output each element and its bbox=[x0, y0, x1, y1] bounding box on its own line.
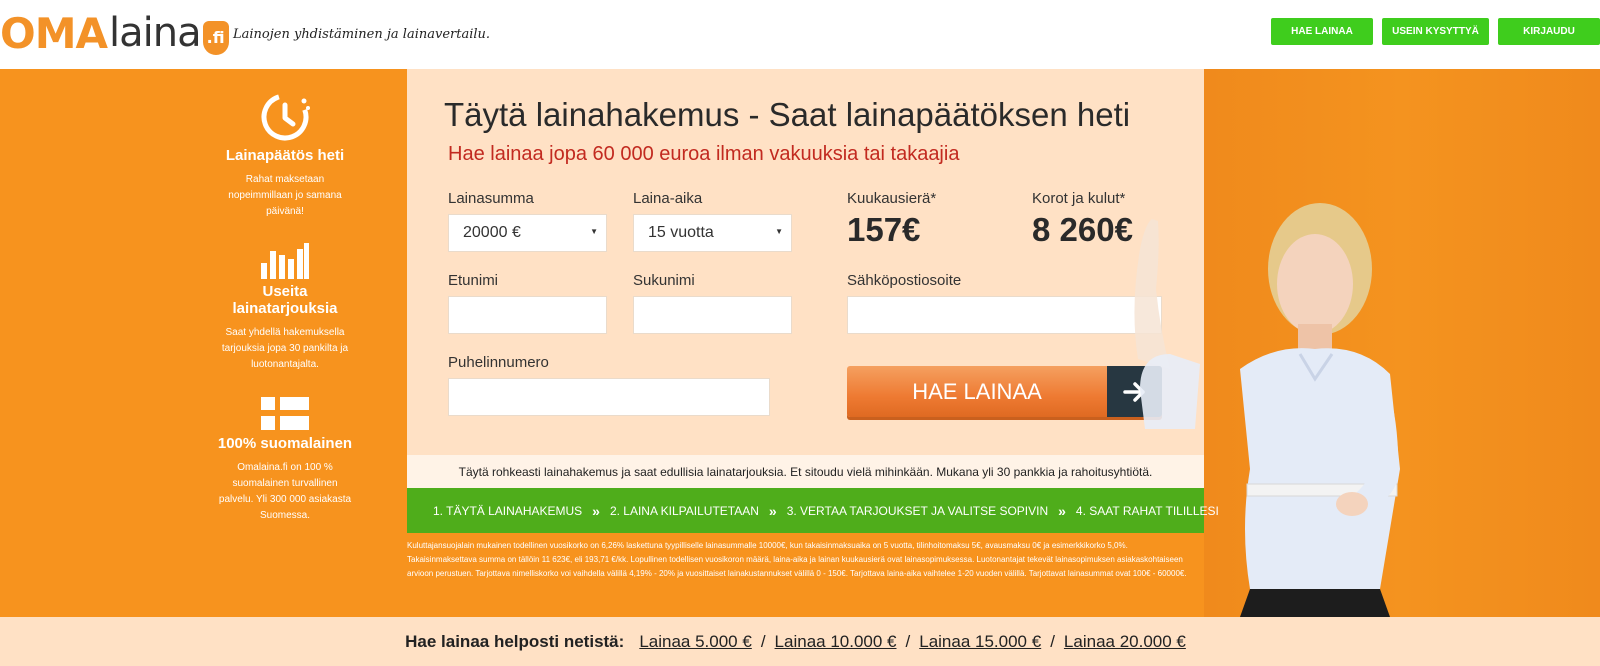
monthly-payment-value: 157€ bbox=[847, 211, 921, 248]
step-1: 1. TÄYTÄ LAINAHAKEMUS bbox=[433, 503, 583, 518]
link-separator: / bbox=[905, 631, 911, 651]
feature-text: Saat yhdellä hakemuksella tarjouksia jopa 30 pankilta ja luotonantajalta. bbox=[221, 327, 349, 370]
info-strip: Täytä rohkeasti lainahakemus ja saat edullisia lainatarjouksia. Et sitoudu vielä mihinkään. Mukana yli 30 pankkia ja rahoitusyhtiötä. bbox=[407, 455, 1204, 488]
step-4: 4. SAAT RAHAT TILILLESI bbox=[1075, 503, 1219, 518]
loan-application-form bbox=[407, 69, 1204, 455]
feature-text: Omalaina.fi on 100 % suomalainen turvallinen palvelu. Yli 300 000 asiakasta Suomessa. bbox=[218, 462, 352, 521]
omalaina-logo[interactable] bbox=[0, 8, 229, 58]
feature-title: 100% suomalainen bbox=[217, 435, 353, 452]
firstname-input[interactable] bbox=[448, 296, 607, 334]
feature-instant-decision bbox=[215, 91, 355, 220]
step-2: 2. LAINA KILPAILUTETAAN bbox=[609, 503, 759, 518]
form-subtitle: Hae lainaa jopa 60 000 euroa ilman vakuuksia tai takaajia bbox=[448, 143, 960, 165]
link-lainaa-20000[interactable]: Lainaa 20.000 € bbox=[1063, 631, 1186, 651]
loan-period-value: 15 vuotta bbox=[648, 224, 714, 241]
nav-faq-button[interactable]: USEIN KYSYTTYÄ bbox=[1382, 18, 1489, 45]
link-separator: / bbox=[1050, 631, 1055, 651]
legal-disclaimer: Kuluttajansuojalain mukainen todellinen vuosikorko on 6,26% laskettuna tyypilliselle lainasummalle 10000€, kun takaisinmaksuaika on 5 vuotta, tilinhoitomaksu 5€, avausmaksu 0€ ja esimerkkikorko 5,0%. Takaisinmaksettava summa on tällöin 11 623€, eli 193,71 €/kk. Lopullinen todellisen vuosikoron määrä, laina-aika ja lainan kuukausierä ovat lainasopimuksessa. Luotonantajat tekevät lainasopimuksen asiakaskohtaiseen arvioon perustuen. Tarjottava nimelliskorko voi vaihdella välillä 4,19% - 20% ja vuosittaiset lainakustannukset välillä 0 - 150€. Tarjottava laina-aika vaihtelee 1-20 vuoden välillä. Tarjottavat lainasummat ovat 100€ - 60000€. bbox=[407, 541, 1187, 578]
clock-icon bbox=[259, 91, 311, 143]
loan-period-select[interactable] bbox=[633, 214, 792, 252]
amount-label: Lainasumma bbox=[448, 190, 534, 207]
lastname-input[interactable] bbox=[633, 296, 792, 334]
finland-flag-icon bbox=[260, 397, 310, 431]
email-label: Sähköpostiosoite bbox=[847, 272, 962, 289]
top-nav bbox=[1271, 18, 1600, 45]
link-separator: / bbox=[760, 631, 766, 651]
footer-title: Hae lainaa helposti netistä: bbox=[405, 631, 625, 651]
chevron-down-icon: ▼ bbox=[775, 227, 783, 236]
step-3: 3. VERTAA TARJOUKSET JA VALITSE SOPIVIN bbox=[786, 503, 1049, 518]
step-separator: » bbox=[592, 502, 600, 519]
logo-fi-badge: .fi bbox=[203, 21, 229, 55]
step-separator: » bbox=[768, 502, 777, 519]
costs-label: Korot ja kulut* bbox=[1032, 190, 1126, 207]
form-title: Täytä lainahakemus - Saat lainapäätöksen heti bbox=[444, 96, 1131, 133]
process-steps bbox=[407, 488, 1219, 533]
tagline: Lainojen yhdistäminen ja lainavertailu. bbox=[233, 27, 491, 42]
link-lainaa-15000[interactable]: Lainaa 15.000 € bbox=[919, 631, 1042, 651]
site-header bbox=[0, 0, 1600, 69]
footer-links bbox=[0, 617, 1600, 666]
monthly-payment-label: Kuukausierä* bbox=[847, 190, 937, 207]
hero-section bbox=[0, 69, 1600, 617]
feature-finnish bbox=[215, 397, 355, 524]
bar-chart-icon bbox=[259, 241, 311, 279]
costs-value: 8 260€ bbox=[1032, 211, 1133, 248]
nav-hae-lainaa-button[interactable]: HAE LAINAA bbox=[1271, 18, 1373, 45]
phone-input[interactable] bbox=[448, 378, 770, 416]
logo-laina-text: laina bbox=[109, 10, 201, 56]
feature-multiple-offers bbox=[215, 241, 355, 373]
feature-title: Lainapäätös heti bbox=[225, 147, 345, 164]
period-label: Laina-aika bbox=[633, 190, 703, 207]
feature-title: Useita lainatarjouksia bbox=[232, 283, 338, 317]
firstname-label: Etunimi bbox=[448, 272, 499, 289]
woman-photo bbox=[1100, 139, 1440, 617]
chevron-down-icon: ▼ bbox=[590, 227, 598, 236]
loan-amount-select[interactable] bbox=[448, 214, 607, 252]
feature-text: Rahat maksetaan nopeimmillaan jo samana päivänä! bbox=[228, 174, 342, 217]
loan-amount-value: 20000 € bbox=[463, 224, 521, 241]
logo-oma-text: OMA bbox=[0, 8, 108, 58]
step-separator: » bbox=[1058, 502, 1066, 519]
link-lainaa-5000[interactable]: Lainaa 5.000 € bbox=[639, 631, 752, 651]
lastname-label: Sukunimi bbox=[633, 272, 695, 289]
apply-loan-label: HAE LAINAA bbox=[912, 378, 1042, 404]
nav-login-button[interactable]: KIRJAUDU bbox=[1498, 18, 1600, 45]
link-lainaa-10000[interactable]: Lainaa 10.000 € bbox=[774, 631, 897, 651]
phone-label: Puhelinnumero bbox=[448, 354, 549, 371]
